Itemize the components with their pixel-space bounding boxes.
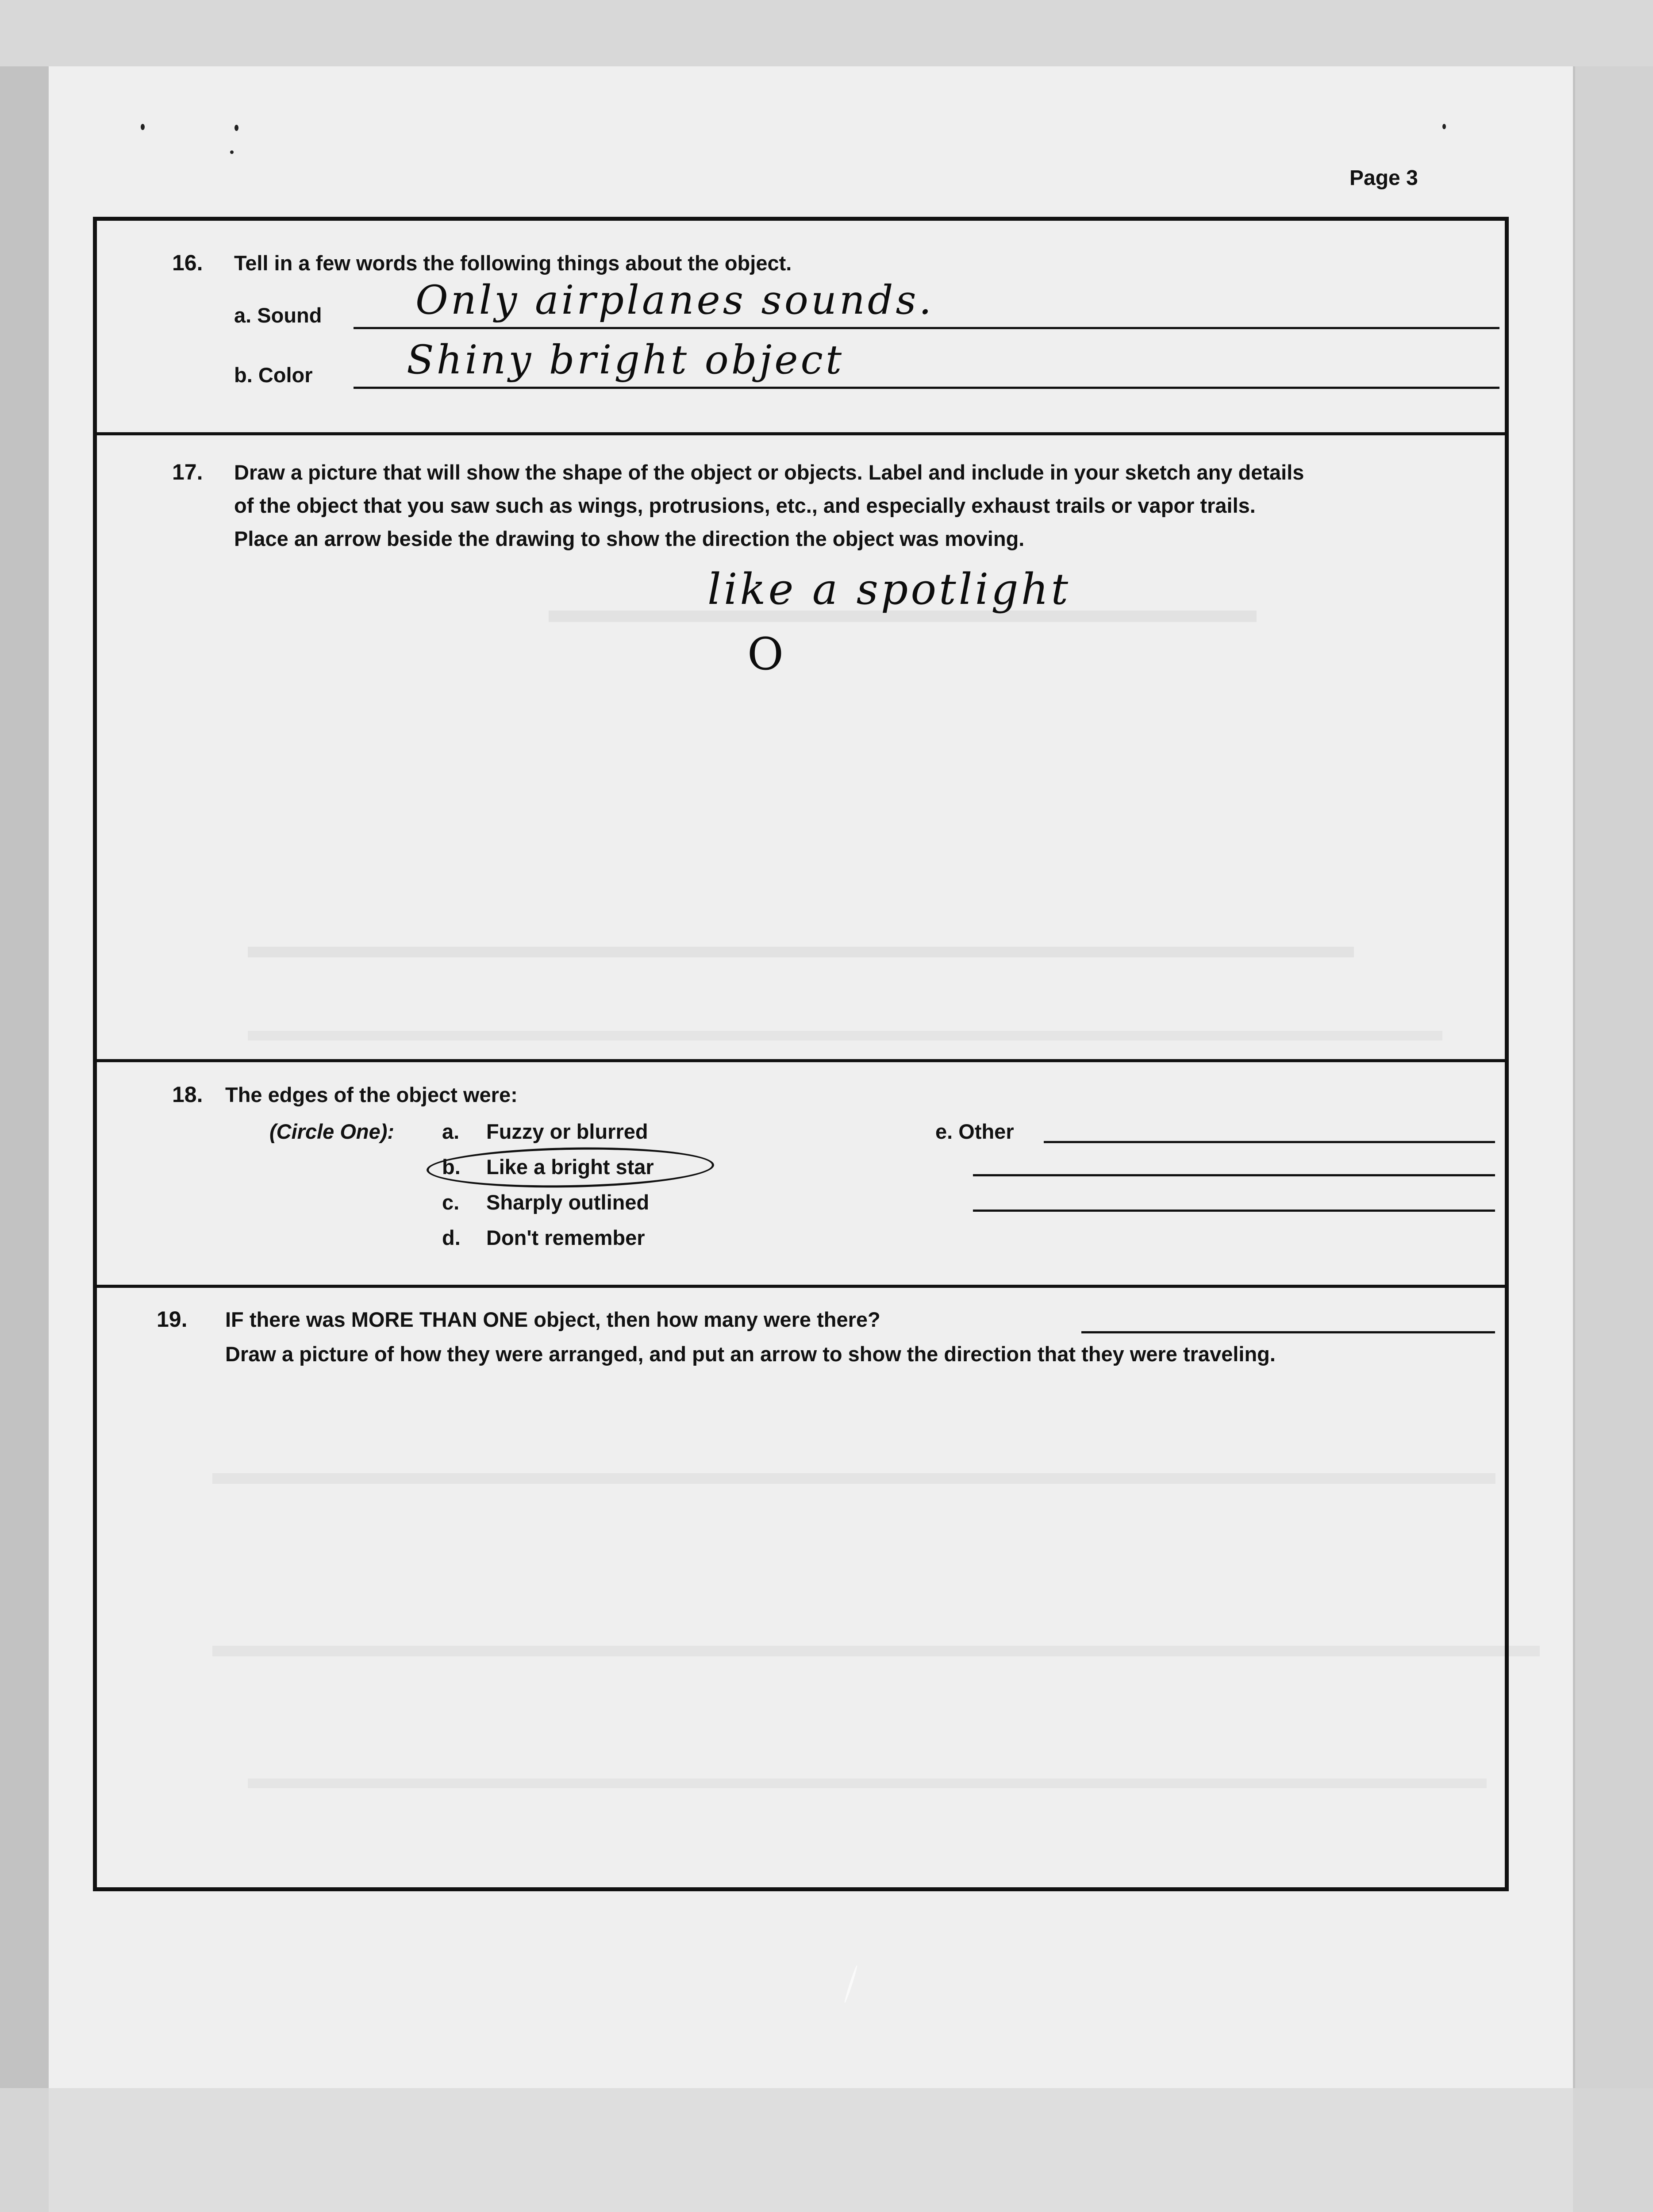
question-line-3: Place an arrow beside the drawing to show the direction the object was moving.: [234, 527, 1025, 550]
color-label: b. Color: [234, 363, 313, 387]
circle-one-instruction: (Circle One):: [269, 1120, 395, 1143]
paper-right-edge: [1575, 66, 1653, 2088]
other-answer-line-1[interactable]: [1044, 1141, 1495, 1143]
other-answer-line-3[interactable]: [973, 1210, 1495, 1212]
question-prompt: The edges of the object were:: [225, 1083, 518, 1106]
scan-top-margin: [0, 0, 1653, 66]
scan-speck: [230, 150, 234, 154]
other-answer-line-2[interactable]: [973, 1174, 1495, 1176]
option-c-letter: c.: [442, 1190, 460, 1214]
question-16: [97, 221, 1505, 433]
option-d-text[interactable]: Don't remember: [486, 1226, 645, 1249]
option-c-text[interactable]: Sharply outlined: [486, 1190, 650, 1214]
count-answer-line[interactable]: [1081, 1331, 1495, 1333]
question-number: 19.: [157, 1307, 188, 1332]
question-number: 17.: [172, 460, 203, 484]
question-18: [97, 1061, 1505, 1283]
question-line-1: Draw a picture that will show the shape of the object or objects. Label and include in your sketch any details: [234, 461, 1304, 484]
color-answer[interactable]: Shiny bright object: [407, 337, 845, 383]
option-b-text[interactable]: Like a bright star: [486, 1155, 654, 1179]
page-number: Page 3: [1349, 166, 1418, 190]
question-number: 18.: [172, 1082, 203, 1107]
section-divider: [97, 432, 1505, 435]
option-d-letter: d.: [442, 1226, 461, 1249]
option-b-letter: b.: [442, 1155, 461, 1179]
question-line-2: of the object that you saw such as wings, protrusions, etc., and especially exhaust trails or vapor trails.: [234, 494, 1256, 517]
question-number: 16.: [172, 250, 203, 275]
sketch-shape[interactable]: O: [747, 628, 786, 680]
color-answer-line: [354, 387, 1499, 389]
sound-answer[interactable]: Only airplanes sounds.: [415, 277, 934, 323]
option-e-other-label: e. Other: [935, 1120, 1014, 1143]
option-a-letter: a.: [442, 1120, 460, 1143]
selected-option-circle: [426, 1145, 714, 1190]
question-line-2: Draw a picture of how they were arranged, and put an arrow to show the direction that they were traveling.: [225, 1342, 1276, 1366]
option-a-text[interactable]: Fuzzy or blurred: [486, 1120, 648, 1143]
question-line-1: IF there was MORE THAN ONE object, then how many were there?: [225, 1308, 880, 1331]
scan-speck: [1442, 124, 1446, 129]
sound-label: a. Sound: [234, 303, 322, 327]
sketch-note[interactable]: like a spotlight: [707, 565, 1071, 614]
sound-answer-line: [354, 327, 1499, 329]
questionnaire-form: [93, 217, 1509, 1891]
question-prompt: Tell in a few words the following things about the object.: [234, 251, 792, 275]
question-19: [97, 1287, 1505, 1889]
paper-lower-area: [49, 2088, 1573, 2212]
scan-speck: [141, 124, 145, 130]
scan-speck: [234, 125, 238, 131]
